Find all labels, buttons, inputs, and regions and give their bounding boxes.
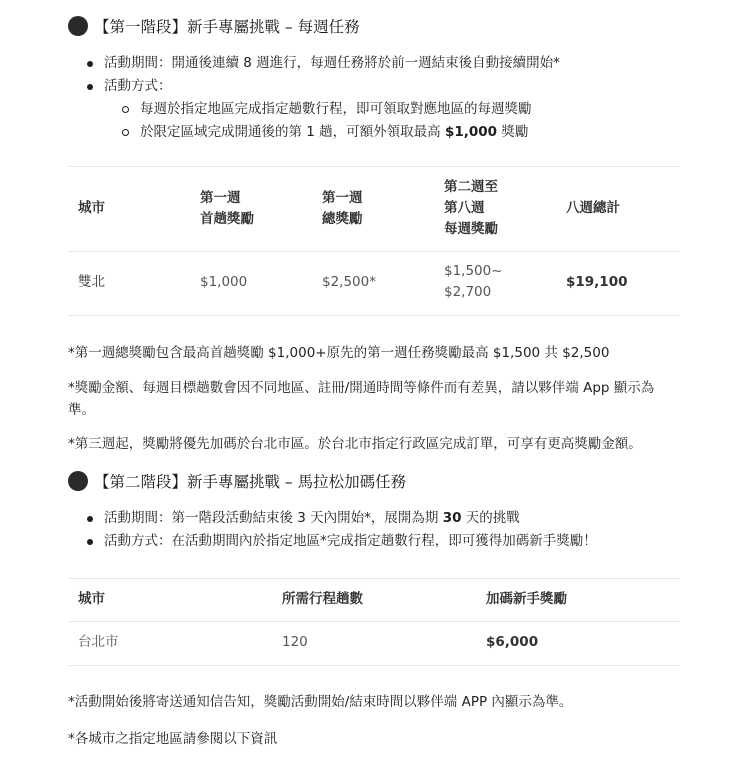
table-cell-w1-first: $1,000	[200, 274, 248, 290]
stage1-note-3: *第三週起，獎勵將優先加碼於台北市區。於台北市指定行政區完成訂單，可享有更高獎勵金額。	[68, 436, 642, 452]
stage1-note-2: *獎勵金額、每週目標趟數會因不同地區、註冊/開通時間等條件而有差異，請以夥伴端 App 顯示為 準。	[68, 380, 655, 418]
table-header-bonus: 加碼新手獎勵	[486, 591, 567, 607]
table-header-w2-8: 第二週至 第八週 每週獎勵	[444, 179, 498, 237]
bullet-dot-icon	[68, 471, 88, 491]
table-cell-bonus: $6,000	[486, 634, 539, 650]
table-cell-city: 雙北	[78, 274, 105, 290]
stage2-note-1: *活動開始後將寄送通知信告知，獎勵活動開始/結束時間以夥伴端 APP 內顯示為準。	[68, 694, 573, 710]
table-cell-w1-total: $2,500*	[322, 274, 376, 290]
table-cell-city: 台北市	[78, 634, 119, 650]
stage1-heading	[68, 14, 360, 38]
table-cell-w2-8: $1,500~ $2,700	[444, 263, 503, 300]
table-header-trips: 所需行程趟數	[282, 591, 363, 607]
stage1-period: 活動期間：開通後連續 8 週進行，每週任務將於前一週結束後自動接續開始*	[78, 52, 560, 75]
stage2-note-2: *各城市之指定地區請參閱以下資訊	[68, 731, 278, 747]
stage2-method: 活動方式：在活動期間內於指定地區*完成指定趟數行程，即可獲得加碼新手獎勵！	[78, 530, 597, 553]
bullet-dot-icon	[68, 16, 88, 36]
stage2-heading	[68, 469, 406, 493]
stage2-period: 活動期間：第一階段活動結束後 3 天內開始*，展開為期 30 天的挑戰	[78, 507, 597, 530]
stage1-first-trip-rule: 於限定區域完成開通後的第 1 趟，可額外領取最高 $1,000 獎勵	[120, 121, 560, 144]
stage2-title: 【第二階段】新手專屬挑戰 – 馬拉松加碼任務	[94, 473, 407, 491]
stage2-bonus-table	[68, 578, 680, 666]
stage1-method-sublist	[104, 98, 560, 144]
stage2-bullets	[78, 507, 597, 553]
stage1-weekly-rule: 每週於指定地區完成指定趟數行程，即可領取對應地區的每週獎勵	[120, 98, 560, 121]
table-cell-8wk-total: $19,100	[566, 274, 628, 290]
stage1-method: 活動方式： 每週於指定地區完成指定趟數行程，即可領取對應地區的每週獎勵 於限定區域完成開通後的第 1 趟，可額外領取最高 $1,000 獎勵	[78, 75, 560, 144]
table-cell-trips: 120	[282, 634, 308, 650]
table-header-w1-total: 第一週 總獎勵	[322, 190, 363, 227]
table-header-city: 城市	[78, 200, 105, 216]
stage1-reward-table	[68, 166, 680, 316]
table-header-city: 城市	[78, 591, 105, 607]
stage1-note-1: *第一週總獎勵包含最高首趟獎勵 $1,000+原先的第一週任務獎勵最高 $1,500 共 $2,500	[68, 345, 610, 361]
table-header-w1-first: 第一週 首趟獎勵	[200, 190, 254, 227]
stage1-title: 【第一階段】新手專屬挑戰 – 每週任務	[94, 18, 360, 36]
table-header-8wk-total: 八週總計	[566, 200, 620, 216]
stage1-bullets	[78, 52, 560, 144]
